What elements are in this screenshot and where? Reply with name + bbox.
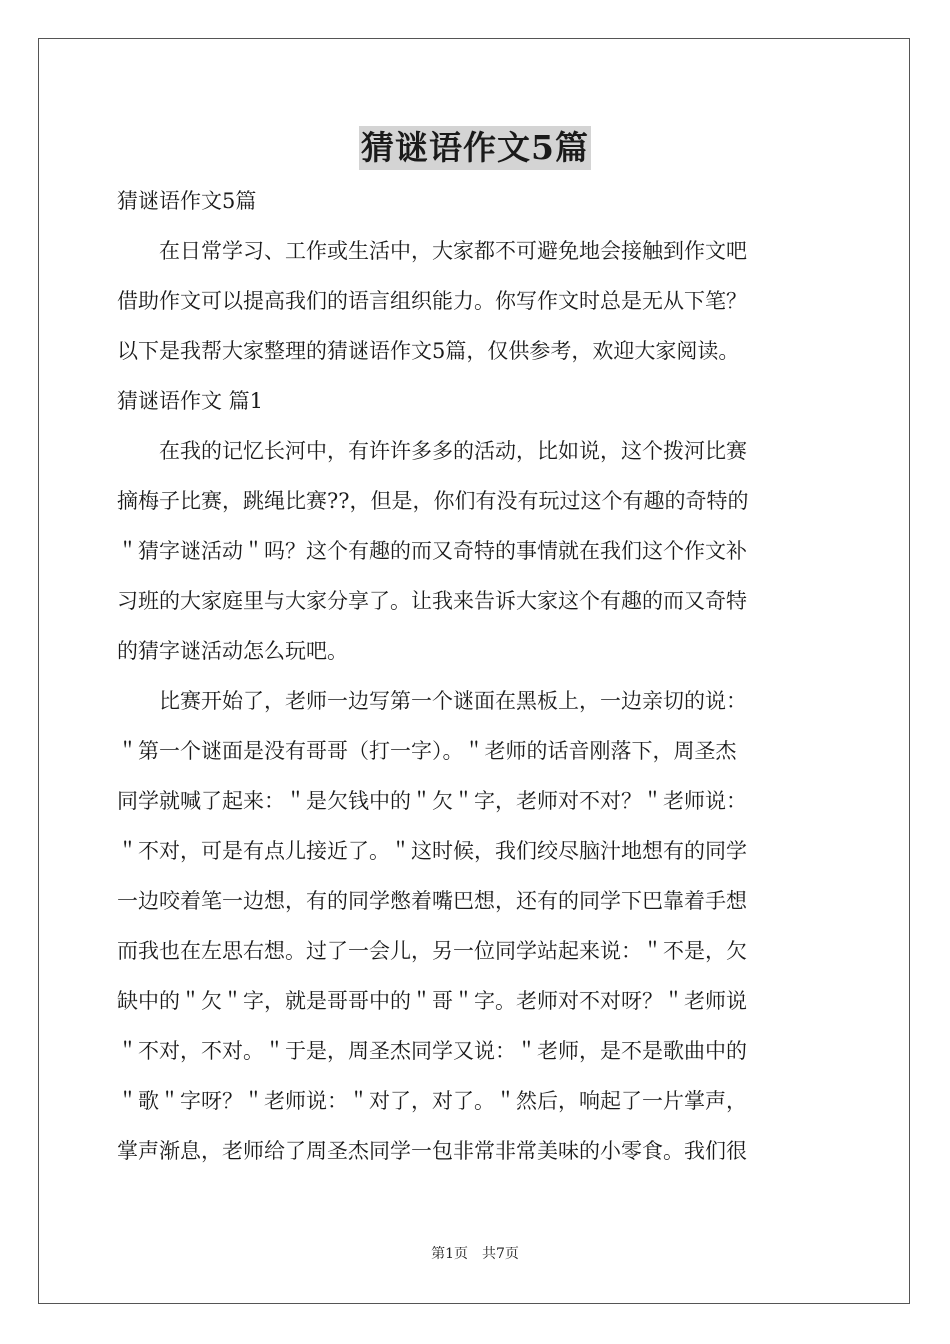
body-line: 而我也在左思右想。过了一会儿，另一位同学站起来说：＂不是，欠 <box>117 939 747 963</box>
body-line: 以下是我帮大家整理的猜谜语作文5篇，仅供参考，欢迎大家阅读。 <box>117 339 740 363</box>
document-title[interactable]: 猜谜语作文5篇 <box>359 126 591 170</box>
body-line: ＂猜字谜活动＂吗？这个有趣的而又奇特的事情就在我们这个作文补 <box>117 539 747 563</box>
body-line: 掌声渐息，老师给了周圣杰同学一包非常非常美味的小零食。我们很 <box>117 1139 747 1163</box>
title-container <box>0 126 950 170</box>
body-line: 比赛开始了，老师一边写第一个谜面在黑板上，一边亲切的说： <box>117 689 747 713</box>
body-line: 在我的记忆长河中，有许许多多的活动，比如说，这个拨河比赛 <box>117 439 747 463</box>
section-heading: 猜谜语作文 篇1 <box>117 389 264 413</box>
body-line: 借助作文可以提高我们的语言组织能力。你写作文时总是无从下笔？ <box>117 289 747 313</box>
body-line: 缺中的＂欠＂字，就是哥哥中的＂哥＂字。老师对不对呀？＂老师说 <box>117 989 747 1013</box>
subtitle: 猜谜语作文5篇 <box>117 189 257 213</box>
body-line: 习班的大家庭里与大家分享了。让我来告诉大家这个有趣的而又奇特 <box>117 589 747 613</box>
body-line: 摘梅子比赛，跳绳比赛??，但是，你们有没有玩过这个有趣的奇特的 <box>117 489 749 513</box>
body-line: ＂不对，可是有点儿接近了。＂这时候，我们绞尽脑汁地想有的同学 <box>117 839 747 863</box>
body-line: 在日常学习、工作或生活中，大家都不可避免地会接触到作文吧 <box>117 239 747 263</box>
body-line: ＂不对，不对。＂于是，周圣杰同学又说：＂老师，是不是歌曲中的 <box>117 1039 747 1063</box>
body-line: ＂第一个谜面是没有哥哥（打一字）。＂老师的话音刚落下，周圣杰 <box>117 739 737 763</box>
page-footer: 第1页 共7页 <box>431 1246 519 1262</box>
body-line: ＂歌＂字呀？＂老师说：＂对了，对了。＂然后，响起了一片掌声， <box>117 1089 747 1113</box>
body-line: 一边咬着笔一边想，有的同学憋着嘴巴想，还有的同学下巴靠着手想 <box>117 889 747 913</box>
body-line: 的猜字谜活动怎么玩吧。 <box>117 639 348 663</box>
document-body <box>117 176 833 1176</box>
body-line: 同学就喊了起来：＂是欠钱中的＂欠＂字，老师对不对？＂老师说： <box>117 789 747 813</box>
